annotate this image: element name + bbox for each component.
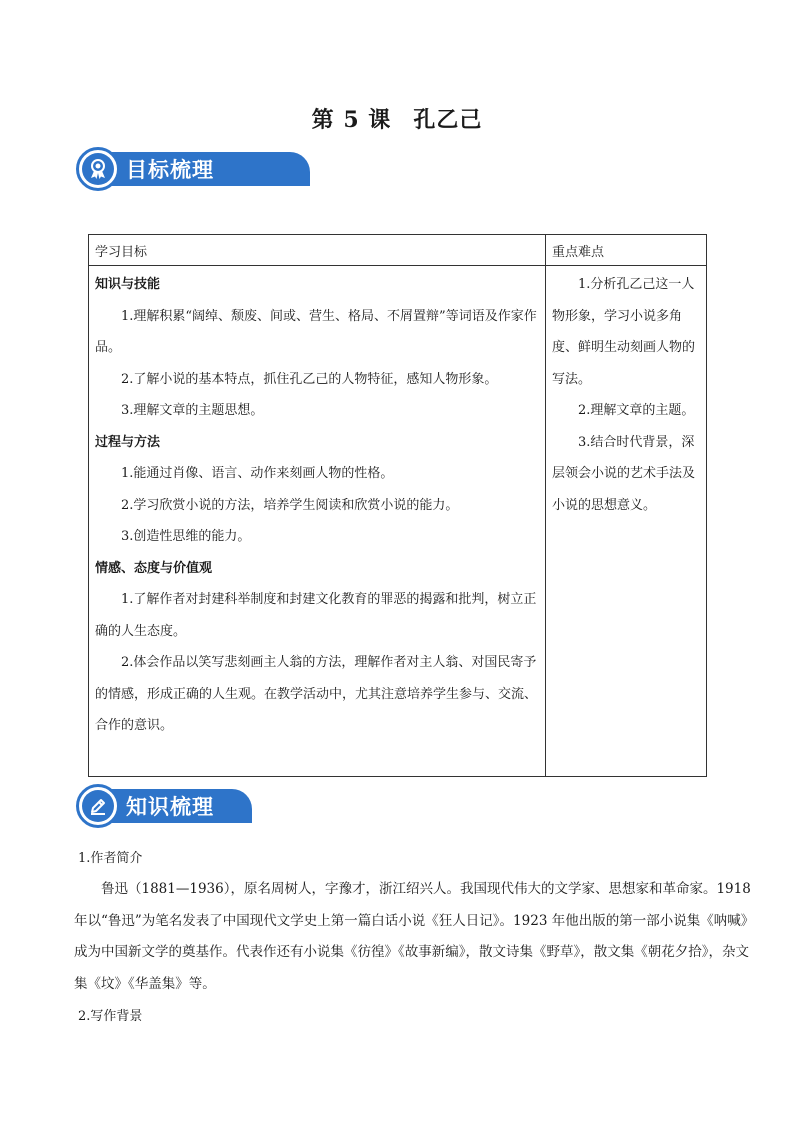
section-writing-background: 2.写作背景 (78, 1009, 143, 1024)
goal-item: 2.了解小说的基本特点，抓住孔乙己的人物特征，感知人物形象。 (121, 371, 498, 387)
page-title (0, 103, 794, 134)
goal-item: 2.学习欣赏小说的方法，培养学生阅读和欣赏小说的能力。 (121, 497, 459, 513)
goals-table (88, 234, 707, 777)
lesson-name: 孔乙己 (413, 107, 483, 133)
goal-item: 2.体会作品以笑写悲刻画主人翁的方法，理解作者对主人翁、对国民寄予的情感，形成正确的人生观。在教学活动中，尤其注意培养学生参与、交流、合作的意识。 (95, 655, 538, 733)
goals-banner-label: 目标梳理 (126, 158, 214, 182)
key-points-cell (546, 266, 707, 777)
section-heading: 情感、态度与价值观 (95, 560, 213, 576)
section-heading: 知识与技能 (95, 277, 161, 292)
key-point-item: 2.理解文章的主题。 (578, 403, 695, 418)
key-point-item: 3.结合时代背景，深层领会小说的艺术手法及小说的思想意义。 (552, 434, 696, 513)
section-author-intro: 1.作者简介 (78, 851, 143, 866)
lesson-number: 第 5 课 (311, 107, 392, 133)
knowledge-banner-label: 知识梳理 (126, 795, 214, 819)
header-key-points: 重点难点 (546, 235, 707, 266)
header-learning-goals: 学习目标 (89, 235, 546, 266)
award-ribbon-icon (82, 153, 114, 185)
goal-item: 1.理解积累“阔绰、颓废、间或、营生、格局、不屑置辩”等词语及作家作品。 (95, 308, 537, 355)
section-heading: 过程与方法 (95, 434, 161, 450)
goal-item: 3.创造性思维的能力。 (121, 529, 251, 544)
key-point-item: 1.分析孔乙己这一人物形象，学习小说多角度、鲜明生动刻画人物的写法。 (552, 277, 696, 387)
knowledge-banner (76, 785, 316, 827)
goal-item: 1.了解作者对封建科举制度和封建文化教育的罪恶的揭露和批判，树立正确的人生态度。 (95, 592, 537, 639)
goal-item: 1.能通过肖像、语言、动作来刻画人物的性格。 (121, 466, 394, 481)
goals-cell (89, 266, 546, 777)
goals-banner (76, 148, 316, 190)
author-paragraph: 鲁迅（1881—1936），原名周树人，字豫才，浙江绍兴人。我国现代伟大的文学家、思想家和革命家。1918 年以“鲁迅”为笔名发表了中国现代文学史上第一篇白话小说《狂人日记》。1923 年他出版的第一部小说集《呐喊》成为中国新文学的奠基作。代表作还有小说集《彷徨》《故事新编》，散文诗集《野草》，散文集《朝花夕拾》，杂文集《坟》《华盖集》等。 (74, 881, 751, 992)
pencil-icon (82, 790, 114, 822)
goal-item: 3.理解文章的主题思想。 (121, 403, 264, 418)
